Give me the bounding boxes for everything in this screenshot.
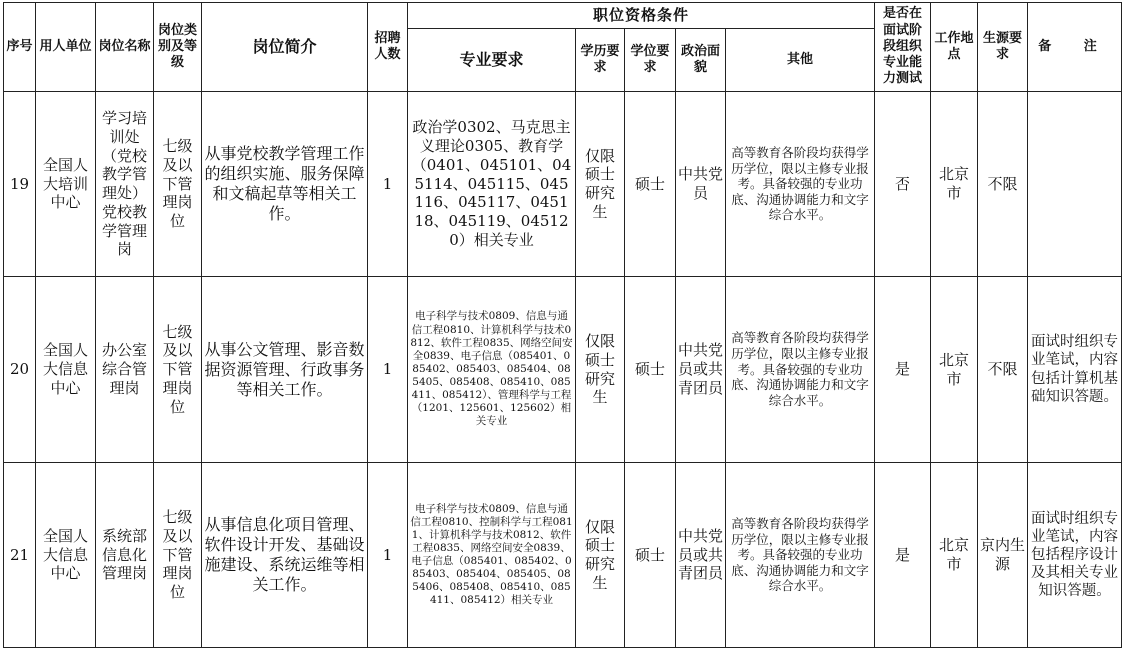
cell-intro: 从事公文管理、影音数据资源管理、行政事务等相关工作。: [202, 277, 368, 463]
cell-category: 七级及以下管理岗位: [154, 463, 202, 648]
header-seq: 序号: [4, 3, 36, 92]
cell-count: 1: [368, 92, 408, 277]
cell-major: 电子科学与技术0809、信息与通信工程0810、计算机科学与技术0812、软件工程0835、网络空间安全0839、电子信息（085401、085402、085403、085404、085405、085408、085410、085411、085412）、管理科学与工程（1201、125601、125602）相关专业: [408, 277, 576, 463]
cell-remarks: 面试时组织专业笔试，内容包括计算机基础知识答题。: [1028, 277, 1122, 463]
header-location: 工作地点: [931, 3, 978, 92]
header-education: 学历要求: [576, 29, 625, 92]
cell-political: 中共党员或共青团员: [676, 463, 726, 648]
cell-source: 京内生源: [978, 463, 1028, 648]
cell-source: 不限: [978, 92, 1028, 277]
cell-test: 是: [875, 277, 931, 463]
cell-education: 仅限硕士研究生: [576, 277, 625, 463]
cell-location: 北京市: [931, 463, 978, 648]
header-position: 岗位名称: [96, 3, 154, 92]
header-category: 岗位类别及等级: [154, 3, 202, 92]
cell-unit: 全国人大信息中心: [36, 277, 96, 463]
cell-education: 仅限硕士研究生: [576, 463, 625, 648]
header-other: 其他: [726, 29, 875, 92]
cell-degree: 硕士: [625, 92, 676, 277]
cell-major: 政治学0302、马克思主义理论0305、教育学（0401、045101、045114、045115、045116、045117、045118、045119、045120）相关专业: [408, 92, 576, 277]
cell-seq: 19: [4, 92, 36, 277]
cell-intro: 从事信息化项目管理、软件设计开发、基础设施建设、系统运维等相关工作。: [202, 463, 368, 648]
cell-other: 高等教育各阶段均获得学历学位，限以主修专业报考。具备较强的专业功底、沟通协调能力和文字综合水平。: [726, 277, 875, 463]
table-row: [4, 277, 1122, 463]
cell-category: 七级及以下管理岗位: [154, 277, 202, 463]
cell-other: 高等教育各阶段均获得学历学位，限以主修专业报考。具备较强的专业功底、沟通协调能力和文字综合水平。: [726, 92, 875, 277]
cell-other: 高等教育各阶段均获得学历学位，限以主修专业报考。具备较强的专业功底、沟通协调能力和文字综合水平。: [726, 463, 875, 648]
header-test: 是否在面试阶段组织专业能力测试: [875, 3, 931, 92]
cell-remarks: 面试时组织专业笔试，内容包括程序设计及其相关专业知识答题。: [1028, 463, 1122, 648]
header-count: 招聘人数: [368, 3, 408, 92]
cell-political: 中共党员: [676, 92, 726, 277]
cell-position: 办公室综合管理岗: [96, 277, 154, 463]
cell-test: 是: [875, 463, 931, 648]
cell-seq: 21: [4, 463, 36, 648]
header-degree: 学位要求: [625, 29, 676, 92]
cell-count: 1: [368, 277, 408, 463]
header-row-top: [4, 3, 1122, 29]
header-major: 专业要求: [408, 29, 576, 92]
recruitment-table: [3, 2, 1122, 648]
cell-test: 否: [875, 92, 931, 277]
cell-location: 北京市: [931, 92, 978, 277]
table-row: [4, 92, 1122, 277]
cell-seq: 20: [4, 277, 36, 463]
table-row: [4, 463, 1122, 648]
cell-intro: 从事党校教学管理工作的组织实施、服务保障和文稿起草等相关工作。: [202, 92, 368, 277]
cell-remarks: [1028, 92, 1122, 277]
header-qualifications: 职位资格条件: [408, 3, 875, 29]
cell-unit: 全国人大培训中心: [36, 92, 96, 277]
cell-location: 北京市: [931, 277, 978, 463]
cell-count: 1: [368, 463, 408, 648]
header-source: 生源要求: [978, 3, 1028, 92]
cell-degree: 硕士: [625, 277, 676, 463]
cell-source: 不限: [978, 277, 1028, 463]
header-intro: 岗位简介: [202, 3, 368, 92]
cell-unit: 全国人大信息中心: [36, 463, 96, 648]
cell-category: 七级及以下管理岗位: [154, 92, 202, 277]
header-unit: 用人单位: [36, 3, 96, 92]
cell-major: 电子科学与技术0809、信息与通信工程0810、控制科学与工程0811、计算机科学与技术0812、软件工程0835、网络空间安全0839、电子信息（085401、085402、085403、085404、085405、085406、085408、085410、085411、085412）相关专业: [408, 463, 576, 648]
header-political: 政治面貌: [676, 29, 726, 92]
cell-position: 学习培训处（党校教学管理处）党校教学管理岗: [96, 92, 154, 277]
cell-position: 系统部信息化管理岗: [96, 463, 154, 648]
cell-degree: 硕士: [625, 463, 676, 648]
header-remarks: 备 注: [1028, 3, 1122, 92]
cell-political: 中共党员或共青团员: [676, 277, 726, 463]
cell-education: 仅限硕士研究生: [576, 92, 625, 277]
